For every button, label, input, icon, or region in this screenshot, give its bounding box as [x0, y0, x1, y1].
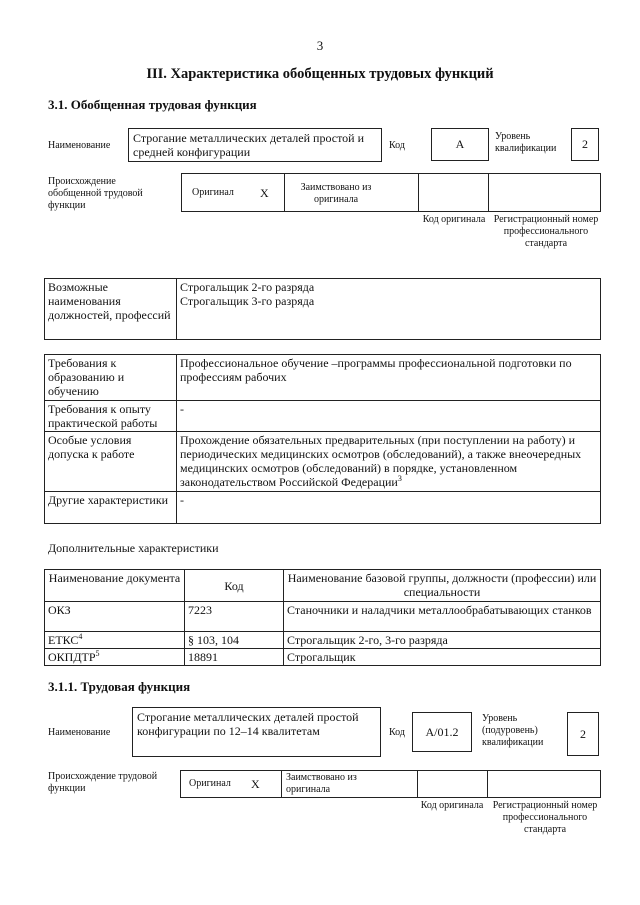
position-item: Строгальщик 3-го разряда [180, 294, 315, 308]
gtf-level-value: 2 [571, 128, 599, 161]
table-row [45, 649, 601, 666]
req-label-other: Другие характеристики [45, 492, 177, 524]
doc-name: ОКЗ [48, 603, 71, 617]
gtf-heading: 3.1. Обобщенная трудовая функция [48, 97, 257, 112]
gtf-code-label: Код [389, 140, 405, 151]
tf-origin-label: Происхождение трудовой функции [48, 771, 158, 794]
gtf-origin-table [181, 173, 601, 212]
extra-row-name: Станочники и наладчики металлообрабатывающих станков [284, 602, 601, 632]
req-conditions-text: Прохождение обязательных предварительных (при поступлении на работу) и периодических медицинских осмотров (обследований), а также внеочередных медицинских осмотров (обследований) в порядке, установленном законодательством Российской Федерации [180, 433, 582, 489]
positions-table [44, 278, 601, 340]
tf-origin-borrowed: Заимствовано из оригинала [286, 772, 357, 795]
extra-table [44, 569, 601, 666]
section-title: III. Характеристика обобщенных трудовых функций [146, 66, 494, 82]
gtf-origin-original: Оригинал [192, 187, 234, 198]
req-value-experience: - [177, 401, 601, 432]
gtf-level-label: Уровень квалификации [495, 131, 557, 154]
extra-col-doc: Наименование документа [45, 570, 185, 602]
tf-code-label: Код [389, 727, 405, 738]
extra-heading: Дополнительные характеристики [48, 541, 219, 555]
position-item: Строгальщик 2-го разряда [180, 280, 315, 294]
doc-name: ОКПДТР [48, 650, 96, 664]
extra-row-name: Строгальщик 2-го, 3-го разряда [284, 632, 601, 649]
gtf-origin-mark: X [260, 186, 269, 200]
req-value-other: - [177, 492, 601, 524]
tf-origin-table [180, 770, 601, 798]
positions-values [177, 279, 601, 340]
extra-row-doc [45, 649, 185, 666]
tf-origin-original: Оригинал [189, 778, 231, 789]
tf-origin-mark: X [251, 777, 260, 791]
tf-level-value: 2 [567, 712, 599, 756]
gtf-name-value: Строгание металлических деталей простой и средней конфигурации [128, 128, 382, 162]
extra-row-code: 7223 [185, 602, 284, 632]
table-row [45, 602, 601, 632]
req-label-conditions: Особые условия допуска к работе [45, 432, 177, 492]
req-value-conditions [177, 432, 601, 492]
footnote-5: 5 [95, 649, 100, 658]
gtf-name-label: Наименование [48, 140, 111, 151]
footnote-4: 4 [78, 632, 83, 641]
tf-name-value: Строгание металлических деталей простой конфигурации по 12–14 квалитетам [132, 707, 381, 757]
extra-row-code: § 103, 104 [185, 632, 284, 649]
positions-label: Возможные наименования должностей, профессий [45, 279, 177, 340]
footnote-3: 3 [397, 474, 402, 483]
tf-heading: 3.1.1. Трудовая функция [48, 679, 191, 694]
gtf-origin-label: Происхождение обобщенной трудовой функции [48, 176, 143, 211]
req-label-education: Требования к образованию и обучению [45, 355, 177, 401]
tf-code-value: A/01.2 [412, 712, 472, 752]
req-value-education: Профессиональное обучение –программы профессиональной подготовки по профессиям рабочих [177, 355, 601, 401]
page-number: 3 [316, 38, 324, 53]
gtf-origin-code-caption: Код оригинала [422, 214, 486, 225]
extra-col-name: Наименование базовой группы, должности (профессии) или специальности [284, 570, 601, 602]
extra-row-doc [45, 602, 185, 632]
req-label-experience: Требования к опыту практической работы [45, 401, 177, 432]
tf-level-label: Уровень (подуровень) квалификации [482, 713, 544, 748]
tf-origin-code-caption: Код оригинала [420, 800, 484, 811]
requirements-table [44, 354, 601, 524]
gtf-code-value: А [431, 128, 489, 161]
extra-row-name: Строгальщик [284, 649, 601, 666]
gtf-origin-reg-caption: Регистрационный номер профессионального стандарта [493, 214, 599, 249]
tf-name-label: Наименование [48, 727, 111, 738]
extra-row-code: 18891 [185, 649, 284, 666]
extra-col-code: Код [185, 570, 284, 602]
doc-name: ЕТКС [48, 633, 79, 647]
tf-origin-reg-caption: Регистрационный номер профессионального стандарта [492, 800, 598, 835]
table-row [45, 632, 601, 649]
gtf-origin-borrowed: Заимствовано из оригинала [300, 182, 372, 205]
extra-row-doc [45, 632, 185, 649]
